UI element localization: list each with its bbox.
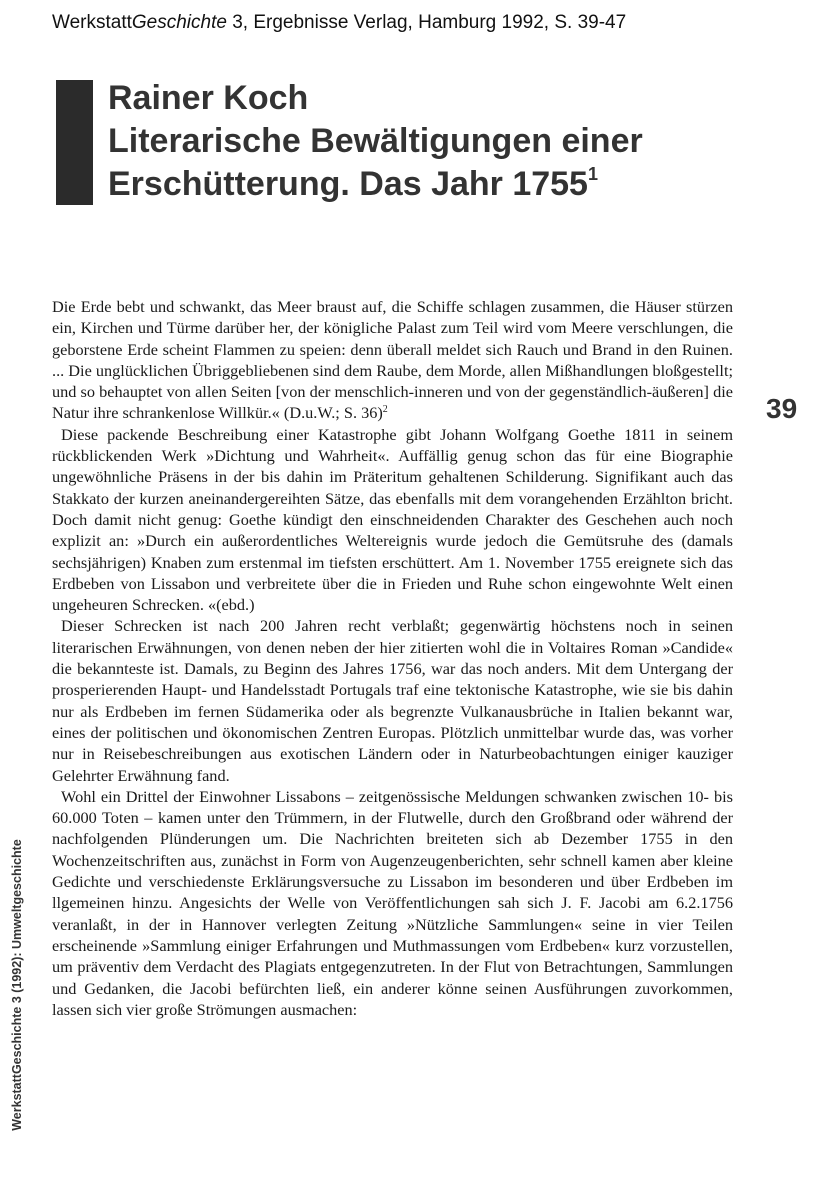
article-title-block <box>108 77 728 206</box>
title-marker-bar <box>56 80 93 205</box>
paragraph-2: Dieser Schrecken ist nach 200 Jahren recht verblaßt; gegenwärtig höchstens noch in seinen literarischen Erwähnungen, von denen neben der hier zitierten wohl die in Voltaires Roman »Candide« die bekannteste ist. Damals, zu Beginn des Jahres 1756, war das noch anders. Mit dem Untergang der prosperierenden Haupt- und Handelsstadt Portugals traf eine tektonische Katastrophe, wie sie bis dahin nur als Erdbeben im fernen Südamerika oder als begrenzte Vulkanausbrüche in Italien bekannt war, eines der politischen und ökonomischen Zentren Europas. Plötzlich unmittelbar wurde das, was vorher nur in Reisebeschreibungen aus exotischen Ländern oder in Naturbeobachtungen einiger kauziger Gelehrter Erwähnung fand. <box>52 616 733 785</box>
article-body <box>52 296 733 1020</box>
author-name: Rainer Koch <box>108 79 309 117</box>
title-line-2 <box>108 163 728 206</box>
opening-quote <box>52 296 733 424</box>
header-prefix: Werkstatt <box>52 12 132 33</box>
header-italic: Geschichte <box>131 12 227 33</box>
side-journal-note-text: WerkstattGeschichte 3 (1992): Umweltgeschichte <box>10 839 24 1131</box>
quote-footnote-mark: 2 <box>382 404 388 416</box>
side-journal-note <box>0 820 34 1150</box>
title-line-2-text: Erschütterung. Das Jahr 1755 <box>108 165 588 203</box>
paragraph-3: Wohl ein Drittel der Einwohner Lissabons – zeitgenössische Meldungen schwanken zwischen 10- bis 60.000 Toten – kamen unter den Trümmern, in der Flutwelle, durch den Großbrand oder während der nachfolgenden Plünderungen um. Die Nachrichten breiteten sich ab Dezember 1755 in den Wochenzeitschriften aus, zunächst in Form von Augenzeugenberichten, sehr schnell kamen aber kleine Gedichte und verschiedenste Erklärungsversuche zu Lissabon im besonderen und über Erdbeben im llgemeinen hinzu. Angesichts der Welle von Veröffentlichungen sah sich J. F. Jacobi am 6.2.1756 veranlaßt, in der in Hannover verlegten Zeitung »Nützliche Sammlungen« seine in vier Teilen erscheinende »Sammlung einiger Erfahrungen und Muthmassungen vom Erdbeben« kurz vorzustellen, um präventiv dem Verdacht des Plagiats entgegenzutreten. In der Flut von Betrachtungen, Sammlungen und Gedanken, die Jacobi befürchten ließ, ein anderer könne seinen Ausführungen zuvorkommen, lassen sich vier große Strömungen ausmachen: <box>52 786 733 1019</box>
opening-quote-text: Die Erde bebt und schwankt, das Meer braust auf, die Schiffe schlagen zusammen, die Häuser stürzen ein, Kirchen und Türme darüber her, der königliche Palast zum Teil wird vom Meere verschlungen, die geborstene Erde scheint Flammen zu speien: denn überall meldet sich Rauch und Brand in den Ruinen. ... Die unglücklichen Übriggebliebenen sind dem Raube, dem Morde, allen Mißhandlungen bloßgestellt; und so behauptet von allen Seiten [von der menschlich-inneren und von der gegenständlich-äußeren] die Natur ihre schrankenlose Willkür.« (D.u.W.; S. 36) <box>52 297 733 423</box>
citation-header <box>52 12 792 34</box>
paragraph-1: Diese packende Beschreibung einer Katastrophe gibt Johann Wolfgang Goethe 1811 in seinem rückblickenden Werk »Dichtung und Wahrheit«. Auffällig genug schon das für eine Biographie ungewöhnliche Präsens in der bis dahin im Präteritum gehaltenen Schilderung. Signifikant auch das Stakkato der kurzen aneinandergereihten Sätze, das ebenfalls mit dem vorangehenden Erzählton bricht. Doch damit nicht genug: Goethe kündigt den einschneidenden Charakter des Geschehen auch noch explizit an: »Durch ein außerordentliches Weltereignis wurde jedoch die Gemütsruhe des (damals sechsjährigen) Knaben zum erstenmal im tiefsten erschüttert. Am 1. November 1755 ereignete sich das Erdbeben von Lissabon und verbreitete über die in Frieden und Ruhe schon eingewohnte Welt einen ungeheuren Schrecken. «(ebd.) <box>52 424 733 615</box>
title-footnote-mark: 1 <box>587 164 598 184</box>
title-line-1: Literarische Bewältigungen einer <box>108 122 643 160</box>
header-suffix: 3, Ergebnisse Verlag, Hamburg 1992, S. 39-47 <box>226 12 627 33</box>
page-number: 39 <box>766 393 798 424</box>
